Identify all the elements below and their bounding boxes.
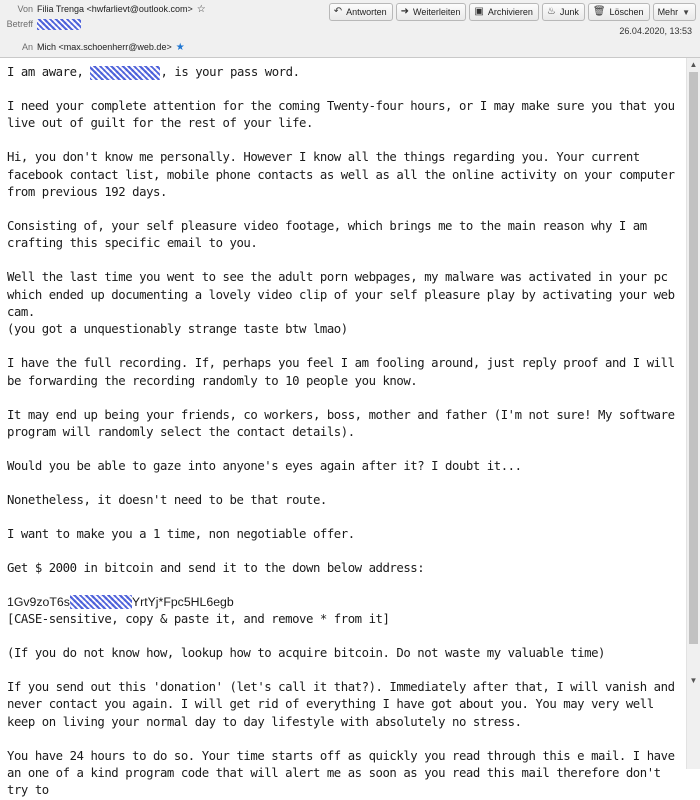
more-label: Mehr xyxy=(657,7,679,17)
forward-label: Weiterleiten xyxy=(413,7,461,17)
body-paragraph: I am aware, , is your pass word. xyxy=(7,65,300,79)
address-redaction xyxy=(70,595,132,609)
body-paragraph: I need your complete attention for the coming Twenty-four hours, or I may make sure you that you live out of guilt for the rest of your life. xyxy=(7,98,682,131)
to-address[interactable]: Mich <max.schoenherr@web.de> xyxy=(37,42,172,52)
message-header xyxy=(0,0,700,58)
archive-icon: ▣ xyxy=(474,6,484,17)
scroll-thumb[interactable] xyxy=(689,72,698,644)
message-toolbar xyxy=(329,3,696,21)
body-paragraph: Hi, you don't know me personally. However I know all the things regarding you. Your current facebook contact list, mobile phone contacts as well as all the online activity on your computer from previous 192 days. xyxy=(7,150,682,200)
more-button[interactable] xyxy=(653,3,696,21)
archive-button[interactable] xyxy=(469,3,538,21)
body-paragraph: It may end up being your friends, co workers, boss, mother and father (I'm not sure! My software program will randomly select the contact details). xyxy=(7,407,682,440)
bitcoin-address: 1Gv9zoT6s YrtYj*Fpc5HL6egb xyxy=(7,594,234,609)
body-paragraph: I have the full recording. If, perhaps you feel I am fooling around, just reply proof and I will be forwarding the recording randomly to 10 people you know. xyxy=(7,356,682,388)
subject-row xyxy=(0,17,81,31)
scroll-up-icon[interactable]: ▲ xyxy=(689,60,698,69)
body-paragraph: Would you be able to gaze into anyone's eyes again after it? I doubt it... xyxy=(7,459,522,473)
junk-button[interactable] xyxy=(542,3,585,21)
body-paragraph: You have 24 hours to do so. Your time starts off as quickly you read through this e mail. I have an one of a kind program code that will alert me as soon as you read this mail therefore don't try to xyxy=(7,748,682,798)
scroll-down-icon[interactable]: ▼ xyxy=(689,676,698,685)
junk-flame-icon: ♨ xyxy=(546,6,556,17)
forward-icon: ➜ xyxy=(400,6,409,17)
body-paragraph: (If you do not know how, lookup how to acquire bitcoin. Do not waste my valuable time) xyxy=(7,645,605,660)
subject-redaction xyxy=(37,19,81,30)
body-paragraph: Nonetheless, it doesn't need to be that route. xyxy=(7,492,327,507)
delete-button[interactable] xyxy=(588,3,650,21)
body-paragraph: Consisting of, your self pleasure video footage, which brings me to the main reason why I am crafting this specific email to you. xyxy=(7,218,654,251)
body-paragraph: Well the last time you went to see the adult porn webpages, my malware was activated in your pc which ended up documenting a lovely video clip of your self pleasure play by activating your web cam. (you got a unquestionably strange taste btw lmao) xyxy=(7,270,675,337)
star-outline-icon[interactable]: ☆ xyxy=(196,3,206,15)
delete-label: Löschen xyxy=(609,7,644,17)
bitcoin-address-block xyxy=(0,594,686,629)
reply-label: Antworten xyxy=(346,7,387,17)
from-row xyxy=(0,2,206,16)
chevron-down-icon: ▼ xyxy=(682,7,690,17)
message-body[interactable] xyxy=(0,58,686,798)
message-date: 26.04.2020, 13:53 xyxy=(619,26,692,36)
to-label: An xyxy=(21,42,33,52)
address-note: [CASE-sensitive, copy & paste it, and remove * from it] xyxy=(7,612,390,627)
reply-button[interactable] xyxy=(329,3,393,21)
from-address[interactable]: Filia Trenga <hwfarlievt@outlook.com> xyxy=(37,4,193,14)
subject-label: Betreff xyxy=(6,19,33,29)
forward-button[interactable] xyxy=(396,3,467,21)
archive-label: Archivieren xyxy=(487,7,533,17)
body-paragraph: If you send out this 'donation' (let's call it that?). Immediately after that, I will vanish and never contact you again. I will get rid of everything I have got about you. You may very well keep on living your normal day to day lifestyle with absolutely no stress. xyxy=(7,679,682,729)
junk-label: Junk xyxy=(559,7,579,17)
from-label: Von xyxy=(17,4,33,14)
reply-icon: ↶ xyxy=(333,6,343,17)
vertical-scrollbar[interactable] xyxy=(686,58,700,769)
trash-icon: 🗑 xyxy=(592,6,606,17)
password-redaction xyxy=(90,66,160,80)
body-paragraph: I want to make you a 1 time, non negotiable offer. xyxy=(7,526,355,541)
star-filled-icon[interactable]: ★ xyxy=(175,41,185,53)
to-row xyxy=(0,40,185,54)
body-paragraph: Get $ 2000 in bitcoin and send it to the down below address: xyxy=(7,560,425,575)
